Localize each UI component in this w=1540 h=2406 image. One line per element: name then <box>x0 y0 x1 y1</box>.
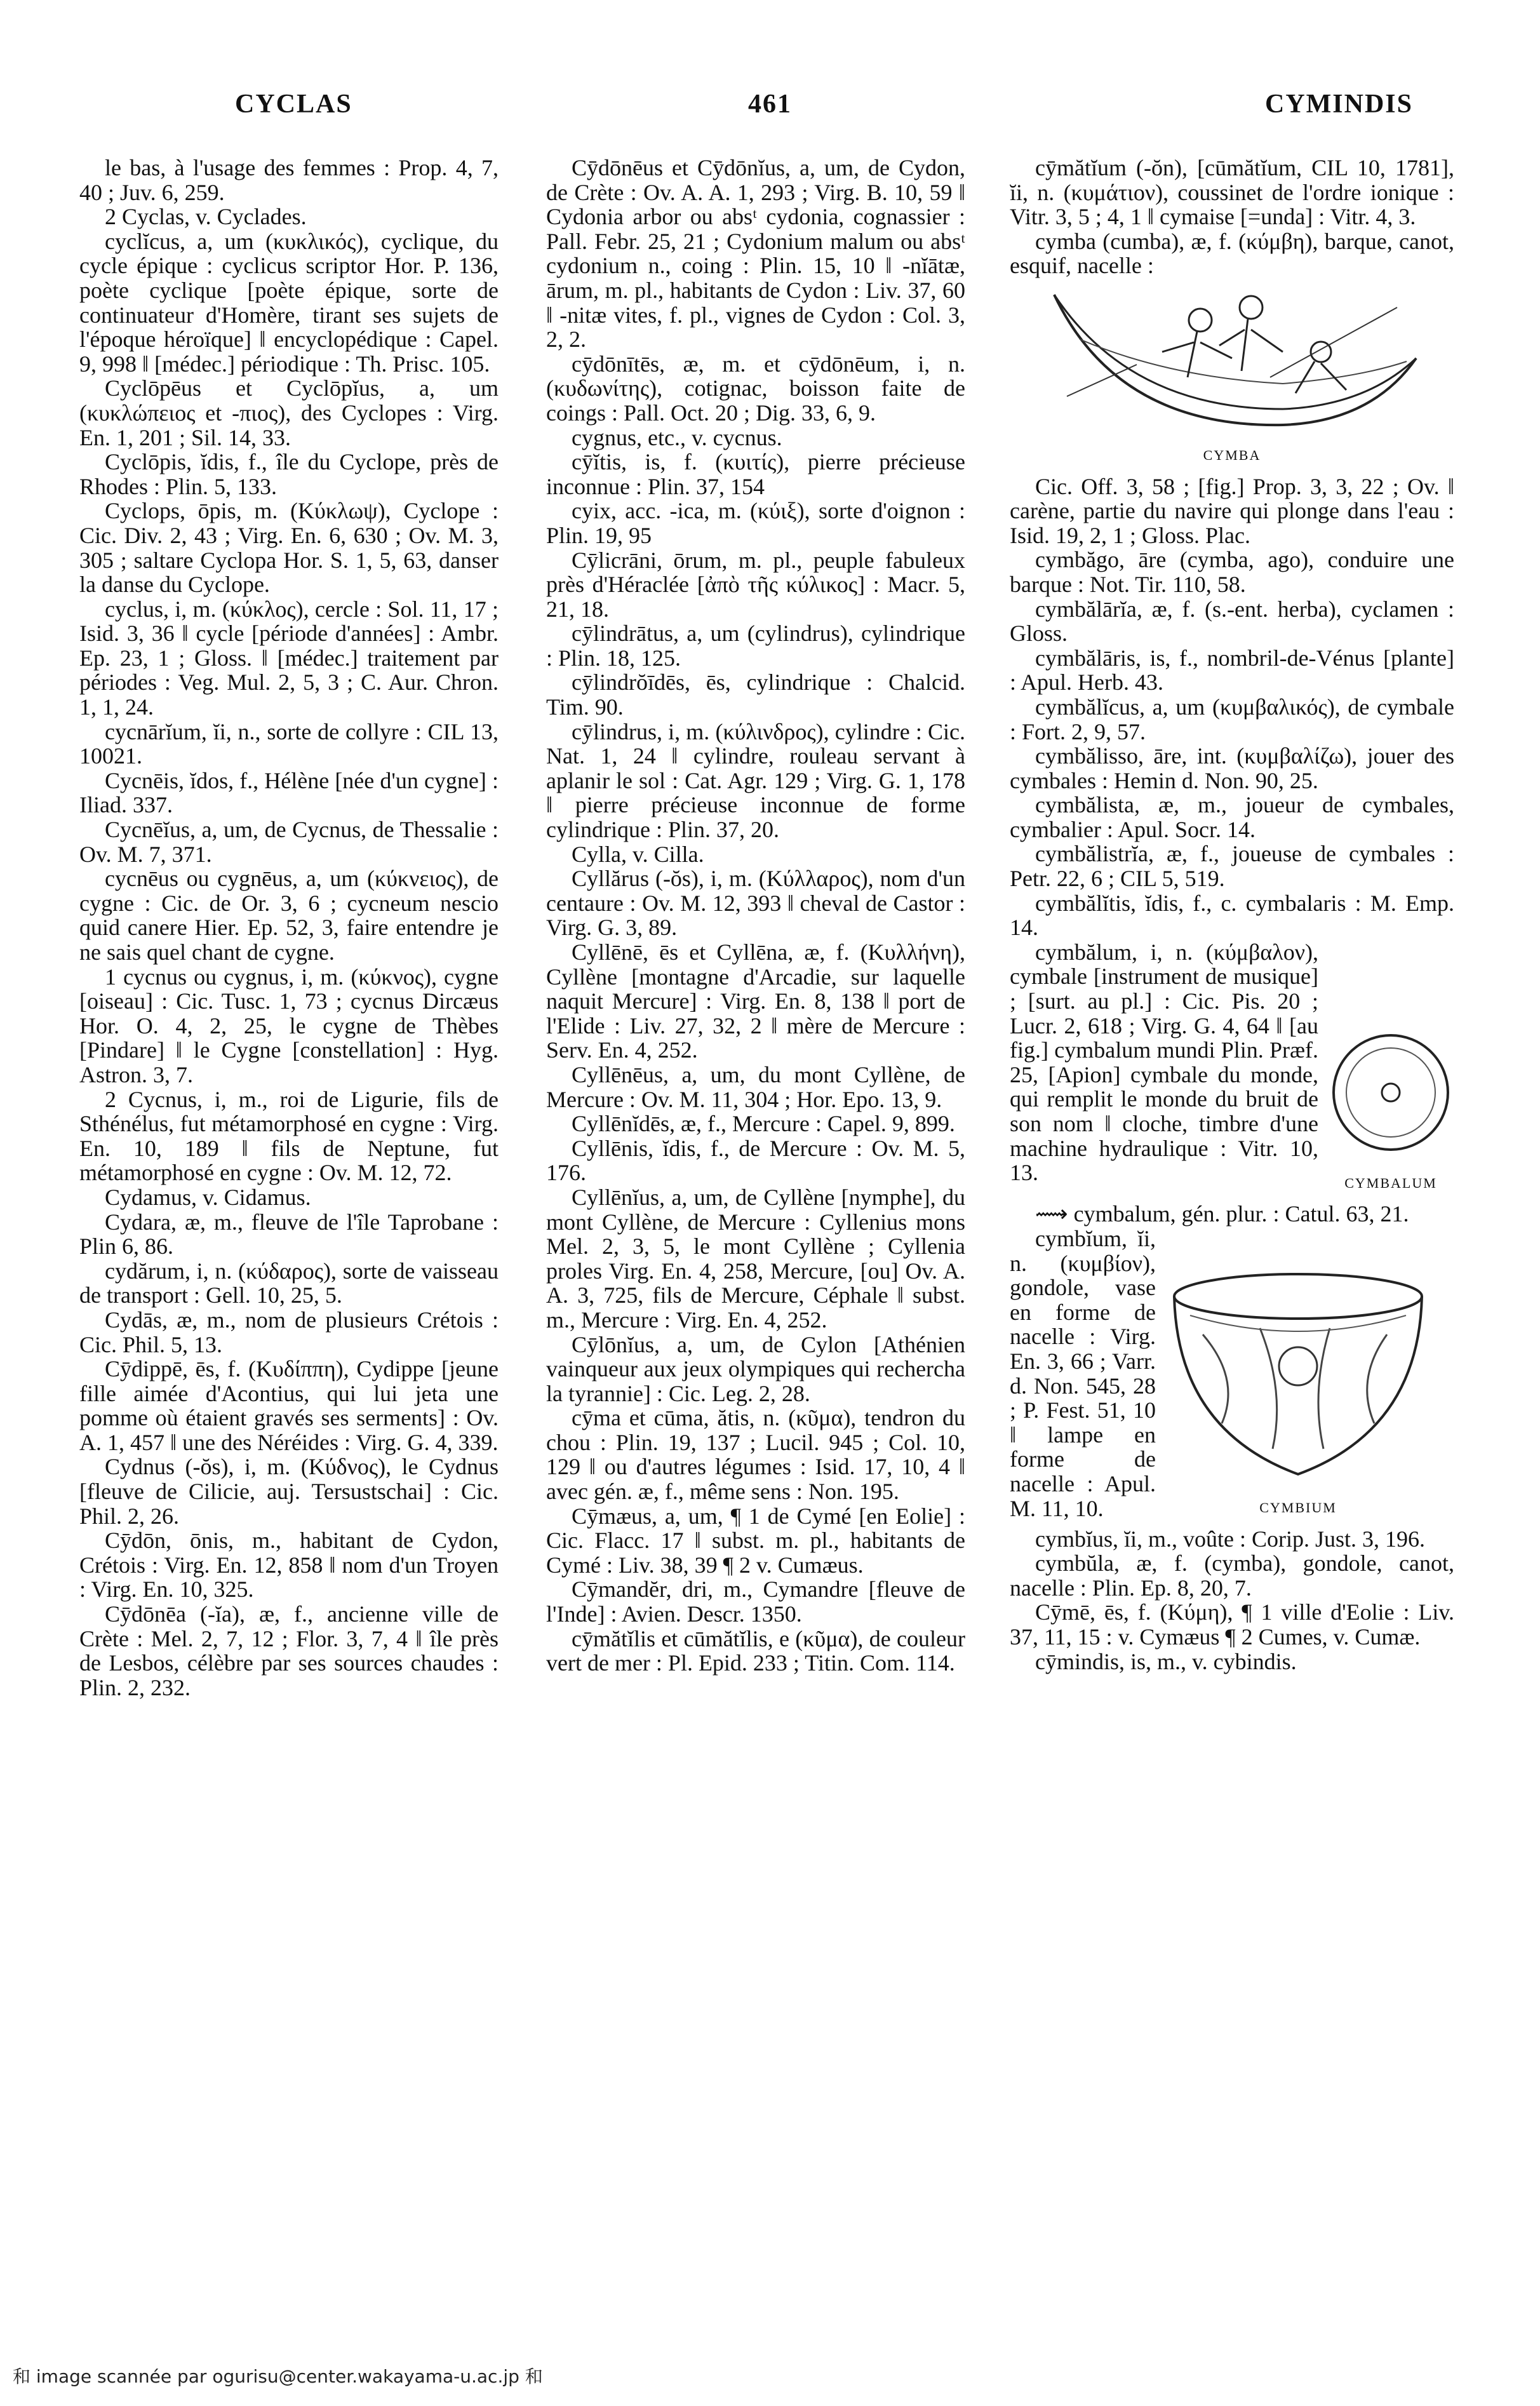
dictionary-entry: Cyclops, ōpis, m. (Κύκλωψ), Cyclope : Cic. Div. 2, 43 ; Virg. En. 6, 630 ; Ov. M. 3, 305 ; saltare Cyclopa Hor. S. 1, 5, 63, danser la danse du Cyclope. <box>79 498 499 598</box>
running-head-right: CYMINDIS <box>1264 90 1413 119</box>
dictionary-entry: cymbălisso, āre, int. (κυμβαλίζω), jouer des cymbales : Hemin d. Non. 90, 25. <box>1010 743 1454 793</box>
dictionary-entry: cymbŭla, æ, f. (cymba), gondole, canot, nacelle : Plin. Ep. 8, 20, 7. <box>1010 1550 1454 1601</box>
dictionary-entry: Cydara, æ, m., fleuve de l'île Taprobane : Plin 6, 86. <box>79 1209 499 1260</box>
dictionary-entry: Cyllēnēus, a, um, du mont Cyllène, de Mercure : Ov. M. 11, 304 ; Hor. Epo. 13, 9. <box>546 1061 965 1112</box>
dictionary-entry: Cyllēnis, ĭdis, f., de Mercure : Ov. M. 5, 176. <box>546 1135 965 1186</box>
scan-credit: 和 image scannée par ogurisu@center.wakayama-u.ac.jp 和 <box>13 2366 543 2387</box>
dictionary-entry: 2 Cyclas, v. Cyclades. <box>105 204 307 230</box>
dictionary-entry: cȳmindis, is, m., v. cybindis. <box>1035 1648 1297 1674</box>
dictionary-entry: cȳĭtis, is, f. (κυιτίς), pierre précieuse inconnue : Plin. 37, 154 <box>546 449 965 499</box>
dictionary-entry: Cylla, v. Cilla. <box>572 841 704 867</box>
running-head-left: CYCLAS <box>235 90 352 119</box>
column-3 <box>1010 156 1454 2353</box>
dictionary-entry: cyclĭcus, a, um (κυκλικός), cyclique, du cycle épique : cyclicus scriptor Hor. P. 136, poète cyclique [poète épique, sorte de continuateur d'Homère, tirant ses sujets de l'époque héroïque] ‖ encyclopédique : Capel. 9, 998 ‖ [médec.] périodique : Th. Prisc. 105. <box>79 228 499 377</box>
column-2 <box>546 156 965 2353</box>
dictionary-entry: Cȳdōnēa (-ĭa), æ, f., ancienne ville de Crète : Mel. 2, 7, 12 ; Flor. 3, 7, 4 ‖ île près de Lesbos, célèbre par ses sources chaudes : Plin. 2, 232. <box>79 1601 499 1700</box>
dictionary-entry: Cydās, æ, m., nom de plusieurs Crétois : Cic. Phil. 5, 13. <box>79 1307 499 1357</box>
dictionary-entry: cȳdōnītēs, æ, m. et cȳdōnēum, i, n. (κυδωνίτης), cotignac, boisson faite de coings : Pall. Oct. 20 ; Dig. 33, 6, 9. <box>546 351 965 426</box>
dictionary-entry: Cyclōpēus et Cyclōpĭus, a, um (κυκλώπειος et -πιος), des Cyclopes : Virg. En. 1, 201 ; Sil. 14, 33. <box>79 375 499 450</box>
dictionary-entry: ⟿ cymbalum, gén. plur. : Catul. 63, 21. <box>1035 1201 1409 1227</box>
dictionary-entry: 1 cycnus ou cygnus, i, m. (κύκνος), cygne [oiseau] : Cic. Tusc. 1, 73 ; cycnus Dircæus Hor. O. 4, 2, 25, le cygne de Thèbes [Pindare] ‖ le Cygne [constellation] : Hyg. Astron. 3, 7. <box>79 964 499 1087</box>
dictionary-entry: cȳmătĭum (-ŏn), [cūmătĭum, CIL 10, 1781], ĭi, n. (κυμάτιον), coussinet de l'ordre ionique : Vitr. 3, 5 ; 4, 1 ‖ cymaise [=unda] : Vitr. 4, 3. <box>1010 156 1454 230</box>
page-number: 461 <box>748 90 792 119</box>
dictionary-entry: cycnārĭum, ĭi, n., sorte de collyre : CIL 13, 10021. <box>79 718 499 769</box>
dictionary-entry: cymbălārĭa, æ, f. (s.-ent. herba), cyclamen : Gloss. <box>1010 596 1454 647</box>
cymba-caption: CYMBA <box>1203 447 1261 463</box>
dictionary-entry: 2 Cycnus, i, m., roi de Ligurie, fils de Sthénélus, fut métamorphosé en cygne : Virg. En. 10, 189 ‖ fils de Neptune, fut métamorphosé en cygne : Ov. M. 12, 72. <box>79 1086 499 1186</box>
dictionary-entry: cȳma et cūma, ătis, n. (κῦμα), tendron du chou : Plin. 19, 137 ; Lucil. 945 ; Col. 10, 129 ‖ ou d'autres légumes : Isid. 17, 10, 4 ‖ avec gén. æ, f., même sens : Non. 195. <box>546 1405 965 1505</box>
dictionary-entry: cyix, acc. -ica, m. (κύιξ), sorte d'oignon : Plin. 19, 95 <box>546 498 965 548</box>
dictionary-entry: cymbălĭcus, a, um (κυμβαλικός), de cymbale : Fort. 2, 9, 57. <box>1010 694 1454 744</box>
dictionary-entry: cyclus, i, m. (κύκλος), cercle : Sol. 11, 17 ; Isid. 3, 36 ‖ cycle [période d'années] : Ambr. Ep. 23, 1 ; Gloss. ‖ [médec.] traitement par périodes : Veg. Mul. 2, 5, 3 ; C. Aur. Chron. 1, 1, 24. <box>79 596 499 720</box>
dictionary-entry: Cȳmē, ēs, f. (Κύμη), ¶ 1 ville d'Eolie : Liv. 37, 11, 15 : v. Cymæus ¶ 2 Cumes, v. Cumæ. <box>1010 1599 1454 1650</box>
dictionary-entry: Cic. Off. 3, 58 ; [fig.] Prop. 3, 3, 22 ; Ov. ‖ carène, partie du navire qui plonge dans l'eau : Isid. 19, 2, 1 ; Gloss. Plac. <box>1010 473 1454 548</box>
boat-illustration <box>1041 282 1423 441</box>
dictionary-entry: Cyllēnĭdēs, æ, f., Mercure : Capel. 9, 899. <box>572 1111 955 1137</box>
dictionary-entry: Cȳdōnēus et Cȳdōnĭus, a, um, de Cydon, de Crète : Ov. A. A. 1, 293 ; Virg. B. 10, 59 ‖ Cydonia arbor ou absᵗ cydonia, cognassier : Pall. Febr. 25, 21 ; Cydonium malum ou absᵗ cydonium n., coing : Plin. 15, 10 ‖ -nĭātæ, ārum, m. pl., habitants de Cydon : Liv. 37, 60 ‖ -nitæ vites, f. pl., vignes de Cydon : Col. 3, 2, 2. <box>546 156 965 353</box>
dictionary-entry: cymbĭus, ĭi, m., voûte : Corip. Just. 3, 196. <box>1035 1526 1426 1552</box>
dictionary-entry: cymba (cumba), æ, f. (κύμβη), barque, canot, esquif, nacelle : <box>1010 228 1454 279</box>
dictionary-entry: Cȳlicrāni, ōrum, m. pl., peuple fabuleux près d'Héraclée [ἀπὸ τῆς κύλικος] : Macr. 5, 21, 18. <box>546 547 965 622</box>
dictionary-entry: cygnus, etc., v. cycnus. <box>572 424 782 450</box>
dictionary-entry: Cȳdōn, ōnis, m., habitant de Cydon, Crétois : Virg. En. 12, 858 ‖ nom d'un Troyen : Virg. En. 10, 325. <box>79 1528 499 1603</box>
cymbium-caption: CYMBIUM <box>1259 1500 1337 1516</box>
dictionary-entry: cymbălista, æ, m., joueur de cymbales, cymbalier : Apul. Socr. 14. <box>1010 792 1454 842</box>
dictionary-entry: Cyllēnĭus, a, um, de Cyllène [nymphe], du mont Cyllène, de Mercure : Cyllenius mons Mel. 2, 3, 5, le mont Cyllène ; Cyllenia proles Virg. En. 4, 258, Mercure, [ou] Ov. A. A. 3, 725, fils de Mercure, Céphale ‖ subst. m., Mercure : Virg. En. 4, 252. <box>546 1184 965 1333</box>
entry-cymbalum: cymbălum, i, n. (κύμβαλον), cymbale [instrument de musique] ; [surt. au pl.] : Cic. Pis. 20 ; Lucr. 2, 618 ; Virg. G. 4, 64 ‖ [au fig.] cymbalum mundi Plin. Præf. 25, [Apion] cymbale du monde, qui remplit le monde du bruit de son nom ‖ cloche, timbre d'une machine hydraulique : Vitr. 10, 13. <box>1010 939 1318 1186</box>
vase-illustration <box>1165 1265 1431 1493</box>
cymbium-figure <box>1165 1265 1431 1521</box>
dictionary-entry: cȳlindrus, i, m. (κύλινδρος), cylindre : Cic. Nat. 1, 24 ‖ cylindre, rouleau servant à aplanir le sol : Cat. Agr. 129 ; Virg. G. 1, 178 ‖ pierre précieuse inconnue de forme cylindrique : Plin. 37, 20. <box>546 718 965 843</box>
dictionary-entry: Cycnēĭus, a, um, de Cycnus, de Thessalie : Ov. M. 7, 371. <box>79 817 499 867</box>
entry-cymbium: cymbĭum, ĭi, n. (κυμβίον), gondole, vase en forme de nacelle : Virg. En. 3, 66 ; Varr. d. Non. 545, 28 ; P. Fest. 51, 10 ‖ lampe en forme de nacelle : Apul. M. 11, 10. <box>1010 1226 1156 1521</box>
dictionary-entry: Cycnēis, ĭdos, f., Hélène [née d'un cygne] : Iliad. 337. <box>79 767 499 818</box>
dictionary-entry: cydărum, i, n. (κύδαρος), sorte de vaisseau de transport : Gell. 10, 25, 5. <box>79 1258 499 1308</box>
dictionary-entry: cȳmătĭlis et cūmătĭlis, e (κῦμα), de couleur vert de mer : Pl. Epid. 233 ; Titin. Com. 114. <box>546 1625 965 1676</box>
dictionary-entry: Cydnus (-ŏs), i, m. (Κύδνος), le Cydnus [fleuve de Cilicie, auj. Tersustschai] : Cic. Phil. 2, 26. <box>79 1454 499 1529</box>
column-1 <box>79 156 499 2353</box>
dictionary-entry: cymbălĭtis, ĭdis, f., c. cymbalaris : M. Emp. 14. <box>1010 890 1454 941</box>
dictionary-entry: le bas, à l'usage des femmes : Prop. 4, 7, 40 ; Juv. 6, 259. <box>79 156 499 205</box>
dictionary-entry: Cȳmandĕr, dri, m., Cymandre [fleuve de l'Inde] : Avien. Descr. 1350. <box>546 1576 965 1627</box>
cymbalum-entry-block <box>1010 940 1454 1202</box>
cymbal-illustration <box>1327 1023 1454 1169</box>
dictionary-columns <box>79 156 1461 2353</box>
dictionary-entry: Cyclōpis, ĭdis, f., île du Cyclope, près de Rhodes : Plin. 5, 133. <box>79 449 499 499</box>
dictionary-entry: Cȳdippē, ēs, f. (Κυδίππη), Cydippe [jeune fille aimée d'Acontius, qui lui jeta une pomme où étaient gravés ses serments] : Ov. A. 1, 457 ‖ une des Néréides : Virg. G. 4, 339. <box>79 1356 499 1455</box>
dictionary-entry: cȳlindrŏīdēs, ēs, cylindrique : Chalcid. Tim. 90. <box>546 669 965 720</box>
page-header <box>76 89 1464 140</box>
dictionary-entry: Cȳmæus, a, um, ¶ 1 de Cymé [en Eolie] : Cic. Flacc. 17 ‖ subst. m. pl., habitants de Cymé : Liv. 38, 39 ¶ 2 v. Cumæus. <box>546 1503 965 1578</box>
dictionary-entry: cȳlindrātus, a, um (cylindrus), cylindrique : Plin. 18, 125. <box>546 621 965 671</box>
dictionary-entry: cymbălāris, is, f., nombril-de-Vénus [plante] : Apul. Herb. 43. <box>1010 645 1454 696</box>
dictionary-entry: Cyllărus (-ŏs), i, m. (Κύλλαρος), nom d'un centaure : Ov. M. 12, 393 ‖ cheval de Castor : Virg. G. 3, 89. <box>546 866 965 941</box>
dictionary-entry: cymbăgo, āre (cymba, ago), conduire une barque : Not. Tir. 110, 58. <box>1010 547 1454 597</box>
dictionary-entry: cymbălistrĭa, æ, f., joueuse de cymbales : Petr. 22, 6 ; CIL 5, 519. <box>1010 841 1454 892</box>
dictionary-entry: Cyllēnē, ēs et Cyllēna, æ, f. (Κυλλήνη), Cyllène [montagne d'Arcadie, sur laquelle naquit Mercure] : Virg. En. 8, 138 ‖ port de l'Elide : Liv. 27, 32, 2 ‖ mère de Mercure : Serv. En. 4, 252. <box>546 939 965 1063</box>
dictionary-entry: cycnēus ou cygnēus, a, um (κύκνειος), de cygne : Cic. de Or. 3, 6 ; cycneum nescio quid canere Hier. Ep. 52, 3, faire entendre je ne sais quel chant de cygne. <box>79 866 499 965</box>
dictionary-entry: Cydamus, v. Cidamus. <box>105 1184 311 1210</box>
cymbalum-caption: CYMBALUM <box>1344 1174 1437 1191</box>
cymba-figure <box>1010 282 1454 468</box>
dictionary-entry: Cȳlōnĭus, a, um, de Cylon [Athénien vainqueur aux jeux olympiques qui rechercha la tyrannie] : Cic. Leg. 2, 28. <box>546 1331 965 1406</box>
cymbium-entry-block <box>1010 1227 1454 1527</box>
cymbalum-figure <box>1327 1023 1454 1196</box>
